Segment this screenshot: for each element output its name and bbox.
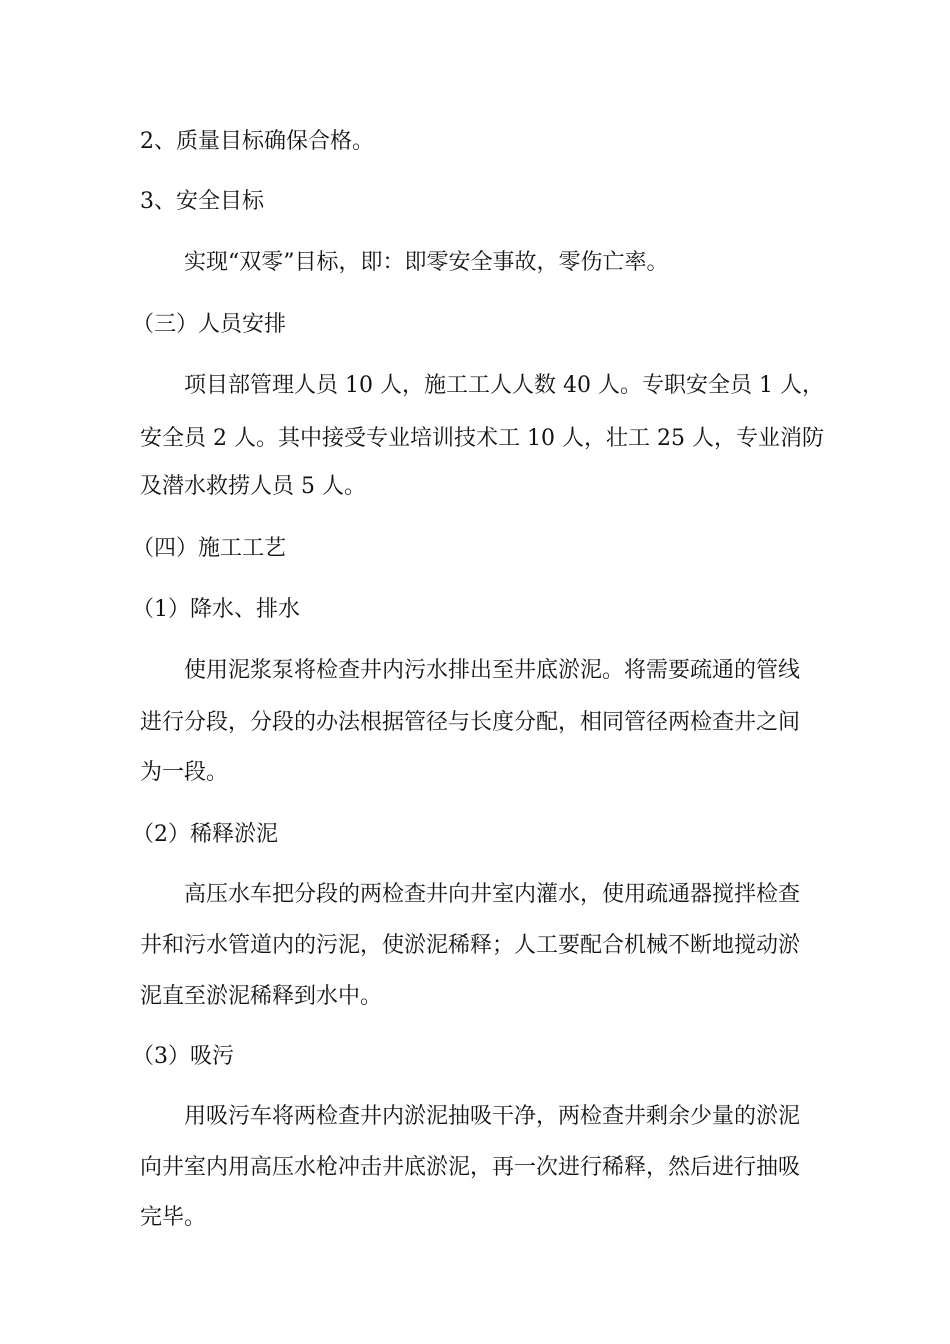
step-one-paragraph-line-2: 进行分段，分段的办法根据管径与长度分配，相同管径两检查井之间 — [140, 710, 801, 735]
step-one-paragraph-line-1: 使用泥浆泵将检查井内污水排出至井底淤泥。将需要疏通的管线 — [184, 658, 801, 683]
step-two-paragraph-line-1: 高压水车把分段的两检查井向井室内灌水，使用疏通器搅拌检查 — [184, 882, 801, 907]
quality-goal-line: 2、质量目标确保合格。 — [140, 129, 374, 154]
section-four-heading: （四）施工工艺 — [132, 536, 287, 561]
section-three-heading: （三）人员安排 — [132, 312, 287, 337]
staffing-paragraph-line-1: 项目部管理人员 10 人，施工工人人数 40 人。专职安全员 1 人， — [184, 373, 824, 398]
staffing-paragraph-line-2: 安全员 2 人。其中接受专业培训技术工 10 人，壮工 25 人，专业消防 — [140, 426, 824, 451]
step-two-paragraph-line-3: 泥直至淤泥稀释到水中。 — [140, 984, 383, 1009]
step-three-paragraph-line-1: 用吸污车将两检查井内淤泥抽吸干净，两检查井剩余少量的淤泥 — [184, 1104, 801, 1129]
staffing-paragraph-line-3: 及潜水救捞人员 5 人。 — [140, 474, 366, 499]
safety-goal-text: 实现“双零”目标，即：即零安全事故，零伤亡率。 — [184, 250, 669, 275]
step-one-paragraph-line-3: 为一段。 — [140, 760, 229, 785]
safety-goal-heading: 3、安全目标 — [140, 189, 264, 214]
step-one-heading: （1）降水、排水 — [132, 597, 300, 622]
step-two-heading: （2）稀释淤泥 — [132, 822, 278, 847]
step-two-paragraph-line-2: 井和污水管道内的污泥，使淤泥稀释；人工要配合机械不断地搅动淤 — [140, 933, 801, 958]
step-three-paragraph-line-2: 向井室内用高压水枪冲击井底淤泥，再一次进行稀释，然后进行抽吸 — [140, 1155, 801, 1180]
step-three-paragraph-line-3: 完毕。 — [140, 1205, 207, 1230]
step-three-heading: （3）吸污 — [132, 1044, 234, 1069]
